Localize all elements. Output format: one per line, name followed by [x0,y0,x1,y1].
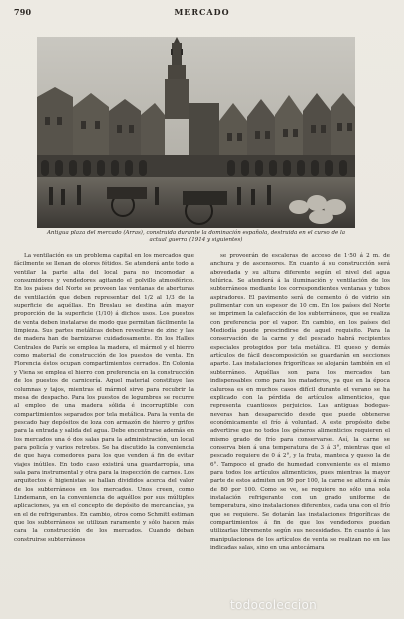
page-header [14,7,390,19]
text-column-left [14,252,194,544]
watermark: todocoleccion [230,598,318,612]
right-column-text: se proveerán de escaleras de acceso de 1·50 á 2 m. de anchura y de ascensores. En cuanto á su construcción será abovedada y su altura diferente según el nivel del agua telúrica. Se atenderá á la iluminación y ventilación de los subterráneos mediante los correspondientes ventanas y tubos aspiradores. El pavimento será de cemento ó de vidrio sin pulimentar con un espesor de 10 cm. En los países del Norte se imprimen la calefacción de los subterráneos, que se realiza con preferencia por el vapor. En cambio, en los países del Mediodía puede prescindirse de aquel requisito. Para la conservación de la carne y del pescado habrá recipientes especiales protegidos por tela metálica. El queso y demás artículos de fácil descomposición se guardarán en secciones aparte. Las instalaciones frigoríficas se alojarán también en el subterráneo. Aquéllas son para los mercados tan indispensables como para los mataderos, ya que en la época calurosa es en muchos casos difícil durante el verano se ha explicado con la pérdida de artículos alimenticios, que representa cuantiosos perjuicios. Las antiguas bodegas-neveras han desaparecido desde que puede obtenerse económicamente el frío á voluntad. A este propósito debe advertirse que no todos los géneros alimenticios requieren el mismo grado de frío para conservarse. Así, la carne se conserva bien á una temperatura de 3 á 3°, mientras que el pescado requiere de 0 á 2°, y la fruta, manteca y queso la de 6°. Tampoco el grado de humedad conveniente es el mismo para todos los artículos alimenticios, pues mientras la mayor parte de estos admiten un 90 por 100, la carne se altera á más de 80 por 100. Como se ve, se requiere no sólo una sola instalación refrigerante con un grado uniforme de temperatura, sino instalaciones diferentes, cada una con el frío que se requiere. Se dotarán las instalaciones frigoríficas de compartimientos á fin de que los vendedores puedan utilizarlas libremente según sus necesidades. En cuanto á las manipulaciones de los artículos de venta se realizan no en las indicadas salas, sino en una antecámara [210,253,390,552]
market-square-photo [37,37,355,228]
text-column-right [210,252,390,552]
page-number: 790 [14,7,32,17]
running-title: MERCADO [174,7,230,17]
photo-caption: Antigua plaza del mercado (Arras), construida durante la dominación española, destruida en el curso de la actual guerra (1914 y siguientes) [46,230,346,243]
left-column-text: La ventilación es un problema capital en los mercados que fácilmente se llenan de olores fétidos. Se atenderá ante todo a ventilar la parte alta del local para no incomodar a consumidores y vendedores agitando el polvillo atmosférico. En los países del Norte se proveen las ventanas de aberturas de ventilación que deben representar del 1/2 al 1/3 de la superficie de aquéllas. En Breslau se destina aún mayor proporción de la superficie (1/10) á dichos usos. Los puestos de venta deben instalarse de modo que permitan fácilmente la limpieza. Sus partes metálicas deben revestirse de zinc y las de madera han de barnizarse cuidadosamente. En los Halles Centrales de París se emplea la madera, el mármol y el hierro como material de construcción de los puestos de venta. En Florencia éstos ocupan compartimientos cerrados. En Colonia y Viena se emplea el hierro con preferencia en la construcción de los puestos de carnicería. Aquel material constituye las columnas y tajos, mientras el mármol sirve para recubrir la mesa de despacho. Para los puestos de legumbres se recurre al empleo de una madera sólida é incorruptible con compartimientos separados por tela metálica. Para la venta de pescado hay depósitos de loza con armazón de hierro y grifos para la entrada y salida del agua. Debe encontrarse además en los mercados una ó dos salas para la administración, un local para policía y varios retretes. Se ha discutido la conveniencia de que haya comedores para los que venden á fin de evitar viajes inútiles. En todo caso existirá una guardarropía, una sala para instrumental y otra para la inspección de carnes. Los arquitectos é higienistas se hallan divididos acerca del valor de los subterráneos en los mercados. Unos creen, como Lindemann, en la conveniencia de aquéllos por sus múltiples aplicaciones, ya en el concepto de depósito de mercancías, ya en el de refrigerantes. En cambio, otros como Schmitt estiman que los subterráneos se utilizan raramente y sólo hacen más cara la construcción de los mercados. Cuando deban construirse subterráneos [14,253,194,543]
